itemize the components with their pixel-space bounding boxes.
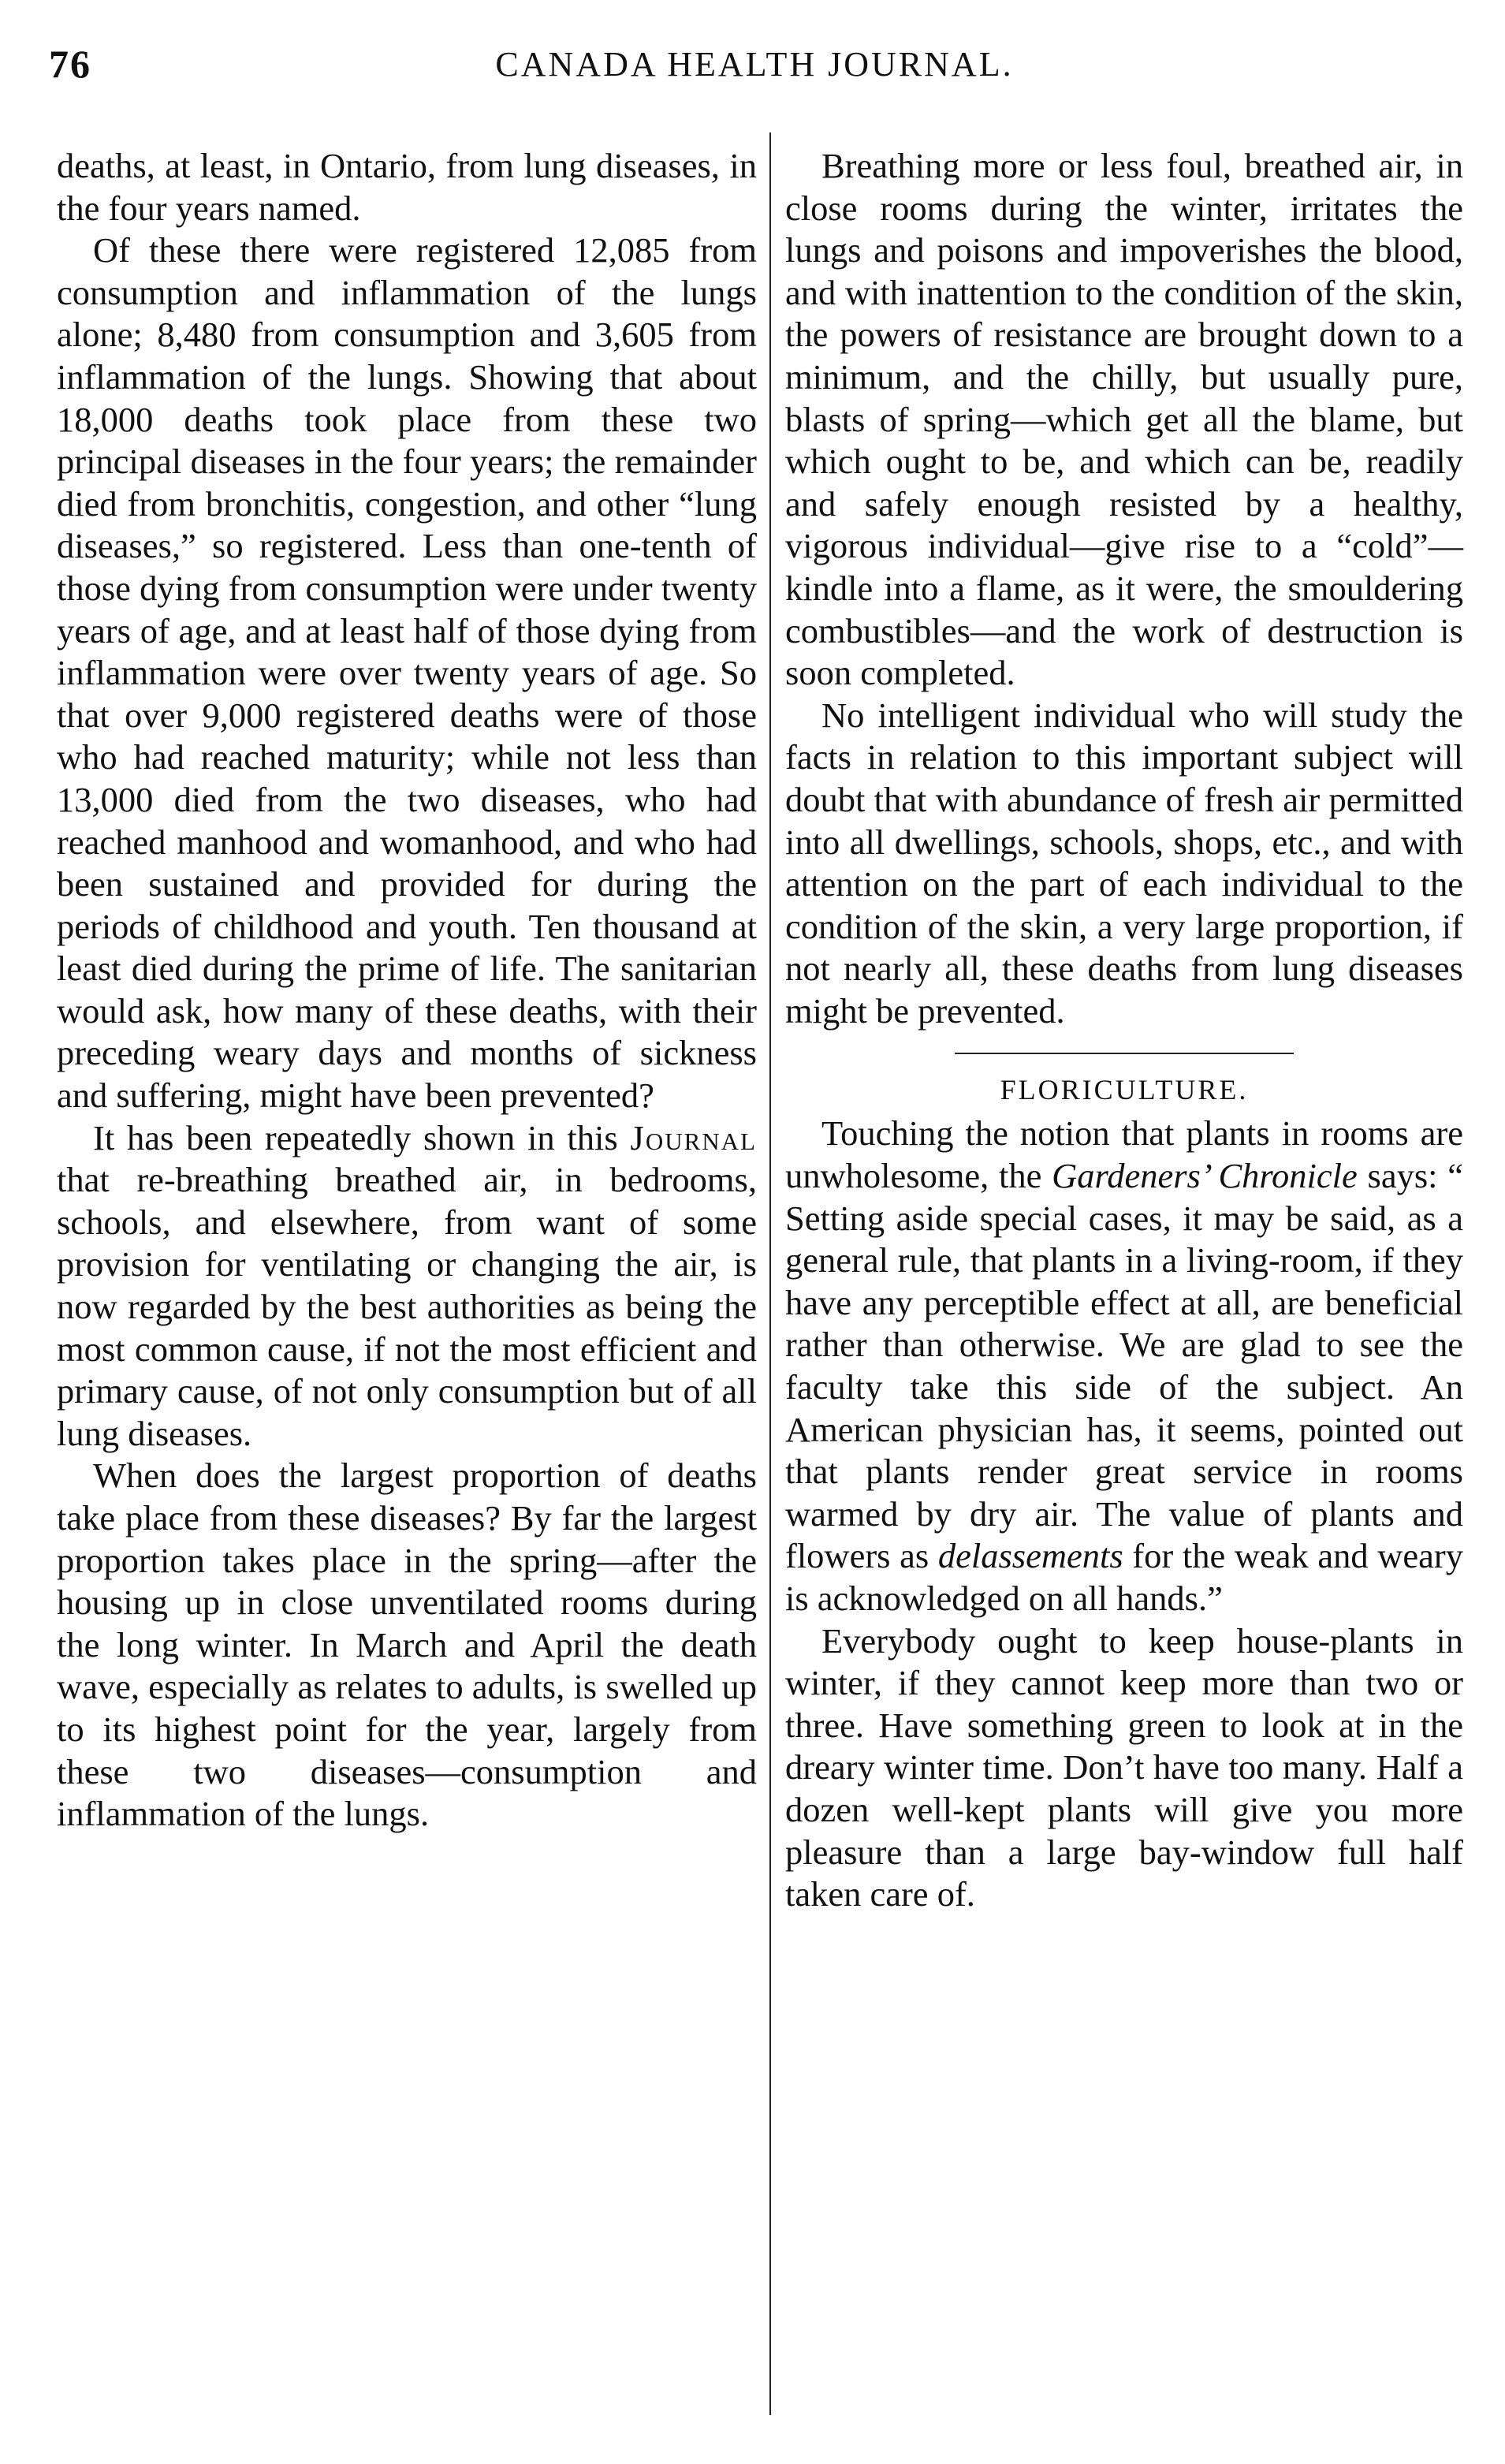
paragraph: Everybody ought to keep house-plants in winter, if they cannot keep more than two or three. Have something green to look at in the dreary winter time. Don’t have too many. Half a dozen well-kept plants will give you more pleasure than a large bay-window full half taken care of. xyxy=(785,1620,1463,1914)
left-column xyxy=(57,145,757,1836)
text-run: that re-breathing breathed air, in bedrooms, schools, and elsewhere, from want of some provision for ventilating or changing the air, is now regarded by the best authorities as being the most common cause, if not the most efficient and primary cause, of not only consumption but of all lung diseases. xyxy=(57,1160,757,1453)
paragraph xyxy=(57,1117,757,1456)
paragraph: Breathing more or less foul, breathed air, in close rooms during the winter, irritates the lungs and poisons and impoverishes the blood, and with inattention to the condition of the skin, the powers of resistance are brought down to a minimum, and the chilly, but usually pure, blasts of spring—which get all the blame, but which ought to be, and which can be, readily and safely enough resisted by a healthy, vigorous individual—give rise to a “cold”—kindle into a flame, as it were, the smouldering combustibles—and the work of destruction is soon completed. xyxy=(785,146,1463,693)
text-run: It has been repeatedly shown in this xyxy=(93,1117,631,1157)
column-divider xyxy=(769,132,771,2415)
section-divider xyxy=(955,1053,1294,1054)
paragraph: Of these there were registered 12,085 from consumption and inflammation of the lungs alone; 8,480 from consumption and 3,605 from inflammation of the lungs. Showing that about 18,000 deaths took place from these two principal diseases in the four years; the remainder died from bronchitis, congestion, and other “lung diseases,” so registered. Less than one-tenth of those dying from consumption were under twenty years of age, and at least half of those dying from inflammation were over twenty years of age. So that over 9,000 registered deaths were of those who had reached maturity; while not less than 13,000 died from the two diseases, who had reached manhood and womanhood, and who had been sustained and provided for during the periods of childhood and youth. Ten thousand at least died during the prime of life. The sanitarian would ask, how many of these deaths, with their preceding weary days and months of sickness and suffering, might have been prevented? xyxy=(57,230,757,1116)
text-run: says: “ Setting aside special cases, it may be said, as a general rule, that plants in a living-room, if they have any perceptible effect at all, are beneficial rather than otherwise. We are glad to see the faculty take this side of the subject. An American physician has, it seems, pointed out that plants render great service in rooms warmed by dry air. The value of plants and flowers as xyxy=(785,1156,1463,1576)
paragraph: No intelligent individual who will study the facts in relation to this important subject will doubt that with abundance of fresh air permitted into all dwellings, schools, shops, etc., and with attention on the part of each individual to the condition of the skin, a very large proportion, if not nearly all, these deaths from lung diseases might be prevented. xyxy=(785,695,1463,1031)
page-header xyxy=(49,41,1460,104)
paragraph: deaths, at least, in Ontario, from lung diseases, in the four years named. xyxy=(57,146,757,228)
text-run: for the weak and weary is acknowledged on all hands.” xyxy=(785,1536,1463,1618)
paragraph xyxy=(785,1113,1463,1620)
italic-term: delassements xyxy=(937,1536,1123,1576)
source-title: Gardeners’ Chronicle xyxy=(1052,1156,1358,1196)
text-run: Touching the notion that plants in rooms are unwholesome, the xyxy=(785,1113,1463,1196)
right-column xyxy=(785,145,1463,1916)
journal-reference: Journal xyxy=(630,1117,757,1157)
page-number: 76 xyxy=(49,42,91,86)
journal-title: CANADA HEALTH JOURNAL. xyxy=(495,45,1014,84)
section-heading: FLORICULTURE. xyxy=(1000,1074,1249,1106)
paragraph: When does the largest proportion of deaths take place from these diseases? By far the largest proportion takes place in the spring—after the housing up in close unventilated rooms during the long winter. In March and April the death wave, especially as relates to adults, is swelled up to its highest point for the year, largely from these two diseases—consumption and inflammation of the lungs. xyxy=(57,1456,757,1834)
